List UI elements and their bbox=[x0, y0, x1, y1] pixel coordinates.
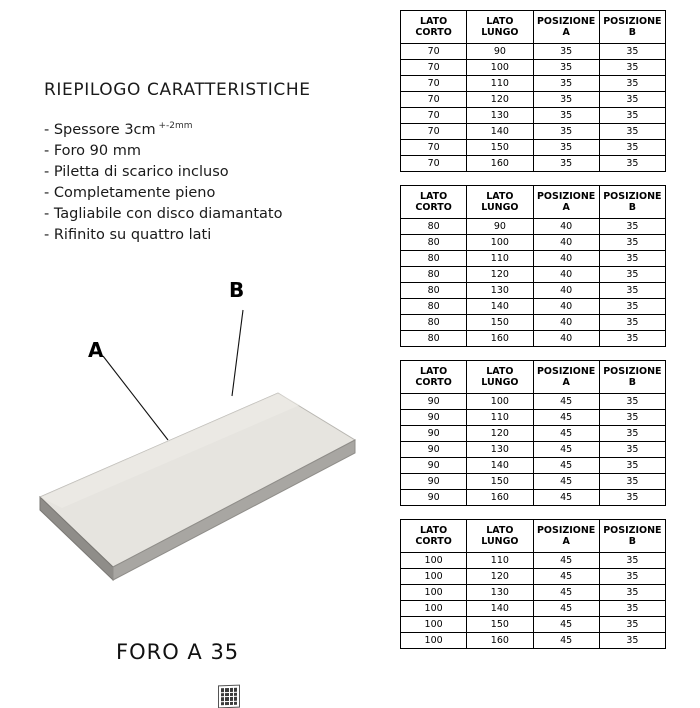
table-cell: 40 bbox=[533, 331, 599, 347]
column-header bbox=[467, 11, 533, 44]
table-cell: 130 bbox=[467, 585, 533, 601]
table-cell: 35 bbox=[533, 140, 599, 156]
table-cell: 140 bbox=[467, 601, 533, 617]
table-row bbox=[401, 251, 666, 267]
column-header-line1: LATO bbox=[486, 16, 514, 27]
column-header bbox=[467, 186, 533, 219]
table-row bbox=[401, 426, 666, 442]
column-header bbox=[533, 520, 599, 553]
table-cell: 160 bbox=[467, 633, 533, 649]
table-cell: 35 bbox=[599, 617, 665, 633]
table-cell: 150 bbox=[467, 140, 533, 156]
table-row bbox=[401, 315, 666, 331]
table-row bbox=[401, 156, 666, 172]
table-cell: 40 bbox=[533, 267, 599, 283]
feature-text: - Completamente pieno bbox=[44, 184, 216, 201]
table-cell: 35 bbox=[599, 442, 665, 458]
table-cell: 35 bbox=[599, 76, 665, 92]
table-cell: 35 bbox=[533, 156, 599, 172]
table-cell: 70 bbox=[401, 92, 467, 108]
table-header-row bbox=[401, 11, 666, 44]
table-row bbox=[401, 442, 666, 458]
table-cell: 100 bbox=[401, 617, 467, 633]
column-header-line1: POSIZIONE bbox=[603, 16, 662, 27]
table-cell: 90 bbox=[401, 490, 467, 506]
feature-item bbox=[44, 204, 374, 225]
table-cell: 35 bbox=[599, 92, 665, 108]
column-header bbox=[401, 186, 467, 219]
table-cell: 140 bbox=[467, 458, 533, 474]
table-cell: 35 bbox=[599, 331, 665, 347]
table-cell: 35 bbox=[533, 44, 599, 60]
table-cell: 40 bbox=[533, 283, 599, 299]
column-header-line2: A bbox=[562, 27, 570, 38]
table-cell: 100 bbox=[401, 585, 467, 601]
table-cell: 45 bbox=[533, 553, 599, 569]
column-header bbox=[401, 11, 467, 44]
table-cell: 100 bbox=[401, 601, 467, 617]
column-header-line2: A bbox=[562, 377, 570, 388]
column-header bbox=[599, 186, 665, 219]
feature-text: - Spessore 3cm bbox=[44, 121, 156, 138]
table-cell: 80 bbox=[401, 299, 467, 315]
column-header-line2: CORTO bbox=[415, 27, 452, 38]
table-cell: 120 bbox=[467, 267, 533, 283]
table-cell: 80 bbox=[401, 219, 467, 235]
table-row bbox=[401, 124, 666, 140]
table-cell: 110 bbox=[467, 553, 533, 569]
table-cell: 35 bbox=[599, 140, 665, 156]
callout-label-a: A bbox=[88, 338, 104, 362]
table-cell: 35 bbox=[599, 108, 665, 124]
feature-item bbox=[44, 183, 374, 204]
table-cell: 35 bbox=[533, 108, 599, 124]
column-header-line2: B bbox=[628, 202, 636, 213]
table-row bbox=[401, 601, 666, 617]
table-cell: 40 bbox=[533, 315, 599, 331]
table-cell: 35 bbox=[599, 410, 665, 426]
column-header-line2: A bbox=[562, 202, 570, 213]
table-cell: 35 bbox=[599, 219, 665, 235]
table-row bbox=[401, 394, 666, 410]
table-header-row bbox=[401, 520, 666, 553]
table-cell: 120 bbox=[467, 426, 533, 442]
column-header-line2: LUNGO bbox=[481, 27, 519, 38]
table-cell: 45 bbox=[533, 569, 599, 585]
column-header-line1: LATO bbox=[420, 366, 448, 377]
table-cell: 130 bbox=[467, 108, 533, 124]
table-cell: 35 bbox=[599, 633, 665, 649]
size-table bbox=[400, 10, 666, 172]
table-cell: 90 bbox=[467, 44, 533, 60]
size-table bbox=[400, 185, 666, 347]
feature-text: - Piletta di scarico incluso bbox=[44, 163, 229, 180]
table-cell: 90 bbox=[401, 442, 467, 458]
column-header-line1: POSIZIONE bbox=[603, 366, 662, 377]
size-table bbox=[400, 519, 666, 649]
table-cell: 45 bbox=[533, 490, 599, 506]
table-cell: 40 bbox=[533, 235, 599, 251]
tray-drawing bbox=[0, 290, 396, 620]
table-cell: 70 bbox=[401, 156, 467, 172]
figure-caption: FORO A 35 bbox=[116, 640, 240, 664]
shower-tray-illustration bbox=[0, 290, 396, 620]
table-cell: 160 bbox=[467, 156, 533, 172]
table-cell: 110 bbox=[467, 251, 533, 267]
table-cell: 45 bbox=[533, 585, 599, 601]
column-header-line1: LATO bbox=[486, 191, 514, 202]
column-header-line2: CORTO bbox=[415, 377, 452, 388]
table-cell: 40 bbox=[533, 251, 599, 267]
table-cell: 100 bbox=[467, 60, 533, 76]
table-cell: 90 bbox=[401, 474, 467, 490]
feature-text: - Tagliabile con disco diamantato bbox=[44, 205, 283, 222]
table-cell: 35 bbox=[599, 251, 665, 267]
table-row bbox=[401, 585, 666, 601]
table-cell: 90 bbox=[401, 410, 467, 426]
table-cell: 140 bbox=[467, 299, 533, 315]
column-header-line2: CORTO bbox=[415, 536, 452, 547]
size-tables-container bbox=[400, 10, 690, 662]
column-header-line2: LUNGO bbox=[481, 202, 519, 213]
table-row bbox=[401, 219, 666, 235]
column-header bbox=[467, 520, 533, 553]
column-header bbox=[467, 361, 533, 394]
table-cell: 150 bbox=[467, 474, 533, 490]
table-cell: 90 bbox=[467, 219, 533, 235]
table-cell: 80 bbox=[401, 283, 467, 299]
column-header-line1: LATO bbox=[486, 525, 514, 536]
table-cell: 90 bbox=[401, 426, 467, 442]
column-header-line1: POSIZIONE bbox=[536, 191, 596, 202]
table-cell: 35 bbox=[599, 585, 665, 601]
feature-item bbox=[44, 141, 374, 162]
table-cell: 35 bbox=[533, 124, 599, 140]
column-header-line1: LATO bbox=[486, 366, 514, 377]
column-header-line2: B bbox=[628, 377, 636, 388]
table-cell: 35 bbox=[599, 60, 665, 76]
table-row bbox=[401, 76, 666, 92]
table-cell: 120 bbox=[467, 569, 533, 585]
table-row bbox=[401, 569, 666, 585]
table-cell: 80 bbox=[401, 267, 467, 283]
table-header-row bbox=[401, 361, 666, 394]
table-cell: 120 bbox=[467, 92, 533, 108]
size-table bbox=[400, 360, 666, 506]
table-cell: 35 bbox=[599, 569, 665, 585]
table-row bbox=[401, 553, 666, 569]
column-header-line2: A bbox=[562, 536, 570, 547]
table-cell: 40 bbox=[533, 299, 599, 315]
column-header bbox=[401, 361, 467, 394]
callout-label-b: B bbox=[229, 278, 245, 302]
table-cell: 80 bbox=[401, 251, 467, 267]
table-cell: 35 bbox=[533, 92, 599, 108]
table-cell: 45 bbox=[533, 633, 599, 649]
column-header-line1: POSIZIONE bbox=[603, 525, 662, 536]
column-header-line1: LATO bbox=[420, 16, 448, 27]
table-row bbox=[401, 267, 666, 283]
table-cell: 100 bbox=[401, 553, 467, 569]
table-cell: 45 bbox=[533, 426, 599, 442]
table-row bbox=[401, 44, 666, 60]
table-cell: 70 bbox=[401, 124, 467, 140]
table-cell: 110 bbox=[467, 76, 533, 92]
table-cell: 90 bbox=[401, 394, 467, 410]
table-cell: 35 bbox=[599, 426, 665, 442]
table-cell: 100 bbox=[401, 633, 467, 649]
table-row bbox=[401, 490, 666, 506]
table-row bbox=[401, 331, 666, 347]
table-cell: 80 bbox=[401, 235, 467, 251]
feature-text: - Foro 90 mm bbox=[44, 142, 141, 159]
table-cell: 150 bbox=[467, 617, 533, 633]
table-row bbox=[401, 474, 666, 490]
column-header-line1: LATO bbox=[420, 525, 448, 536]
column-header bbox=[533, 11, 599, 44]
column-header bbox=[599, 520, 665, 553]
feature-item bbox=[44, 225, 374, 246]
table-cell: 80 bbox=[401, 331, 467, 347]
table-cell: 35 bbox=[599, 490, 665, 506]
table-cell: 110 bbox=[467, 410, 533, 426]
feature-tolerance: +-2mm bbox=[155, 121, 193, 131]
table-cell: 35 bbox=[599, 553, 665, 569]
table-cell: 160 bbox=[467, 331, 533, 347]
table-cell: 45 bbox=[533, 410, 599, 426]
table-cell: 35 bbox=[599, 267, 665, 283]
column-header bbox=[533, 361, 599, 394]
table-cell: 90 bbox=[401, 458, 467, 474]
table-cell: 130 bbox=[467, 442, 533, 458]
column-header bbox=[533, 186, 599, 219]
feature-item bbox=[44, 162, 374, 183]
table-cell: 70 bbox=[401, 140, 467, 156]
table-cell: 100 bbox=[467, 235, 533, 251]
table-cell: 45 bbox=[533, 474, 599, 490]
table-cell: 45 bbox=[533, 394, 599, 410]
table-cell: 35 bbox=[533, 76, 599, 92]
column-header-line2: B bbox=[628, 536, 636, 547]
column-header-line1: POSIZIONE bbox=[536, 366, 596, 377]
table-cell: 35 bbox=[599, 124, 665, 140]
table-cell: 35 bbox=[533, 60, 599, 76]
table-cell: 35 bbox=[599, 394, 665, 410]
table-row bbox=[401, 60, 666, 76]
table-cell: 150 bbox=[467, 315, 533, 331]
table-cell: 70 bbox=[401, 108, 467, 124]
table-cell: 35 bbox=[599, 315, 665, 331]
table-cell: 45 bbox=[533, 617, 599, 633]
drain-grate-icon bbox=[218, 685, 240, 708]
column-header-line1: LATO bbox=[420, 191, 448, 202]
column-header-line2: LUNGO bbox=[481, 377, 519, 388]
column-header-line1: POSIZIONE bbox=[536, 525, 596, 536]
table-cell: 70 bbox=[401, 44, 467, 60]
table-row bbox=[401, 633, 666, 649]
table-cell: 35 bbox=[599, 235, 665, 251]
table-header-row bbox=[401, 186, 666, 219]
table-cell: 35 bbox=[599, 474, 665, 490]
column-header-line1: POSIZIONE bbox=[603, 191, 662, 202]
table-row bbox=[401, 617, 666, 633]
column-header bbox=[599, 361, 665, 394]
feature-text: - Rifinito su quattro lati bbox=[44, 226, 212, 243]
table-row bbox=[401, 140, 666, 156]
table-cell: 80 bbox=[401, 315, 467, 331]
table-row bbox=[401, 410, 666, 426]
column-header-line1: POSIZIONE bbox=[536, 16, 596, 27]
table-row bbox=[401, 92, 666, 108]
table-cell: 130 bbox=[467, 283, 533, 299]
table-cell: 45 bbox=[533, 442, 599, 458]
table-row bbox=[401, 299, 666, 315]
table-row bbox=[401, 458, 666, 474]
table-cell: 45 bbox=[533, 601, 599, 617]
column-header-line2: CORTO bbox=[415, 202, 452, 213]
table-cell: 35 bbox=[599, 458, 665, 474]
table-cell: 35 bbox=[599, 299, 665, 315]
table-cell: 35 bbox=[599, 44, 665, 60]
feature-item bbox=[44, 116, 374, 141]
column-header-line2: LUNGO bbox=[481, 536, 519, 547]
table-cell: 35 bbox=[599, 283, 665, 299]
table-row bbox=[401, 235, 666, 251]
table-cell: 100 bbox=[467, 394, 533, 410]
features-list bbox=[44, 116, 374, 246]
page-title: RIEPILOGO CARATTERISTICHE bbox=[44, 80, 311, 100]
table-cell: 100 bbox=[401, 569, 467, 585]
table-cell: 70 bbox=[401, 76, 467, 92]
table-cell: 45 bbox=[533, 458, 599, 474]
table-cell: 160 bbox=[467, 490, 533, 506]
column-header bbox=[401, 520, 467, 553]
column-header-line2: B bbox=[628, 27, 636, 38]
table-cell: 35 bbox=[599, 601, 665, 617]
table-cell: 40 bbox=[533, 219, 599, 235]
table-cell: 70 bbox=[401, 60, 467, 76]
table-cell: 140 bbox=[467, 124, 533, 140]
column-header bbox=[599, 11, 665, 44]
table-row bbox=[401, 108, 666, 124]
table-row bbox=[401, 283, 666, 299]
table-cell: 35 bbox=[599, 156, 665, 172]
